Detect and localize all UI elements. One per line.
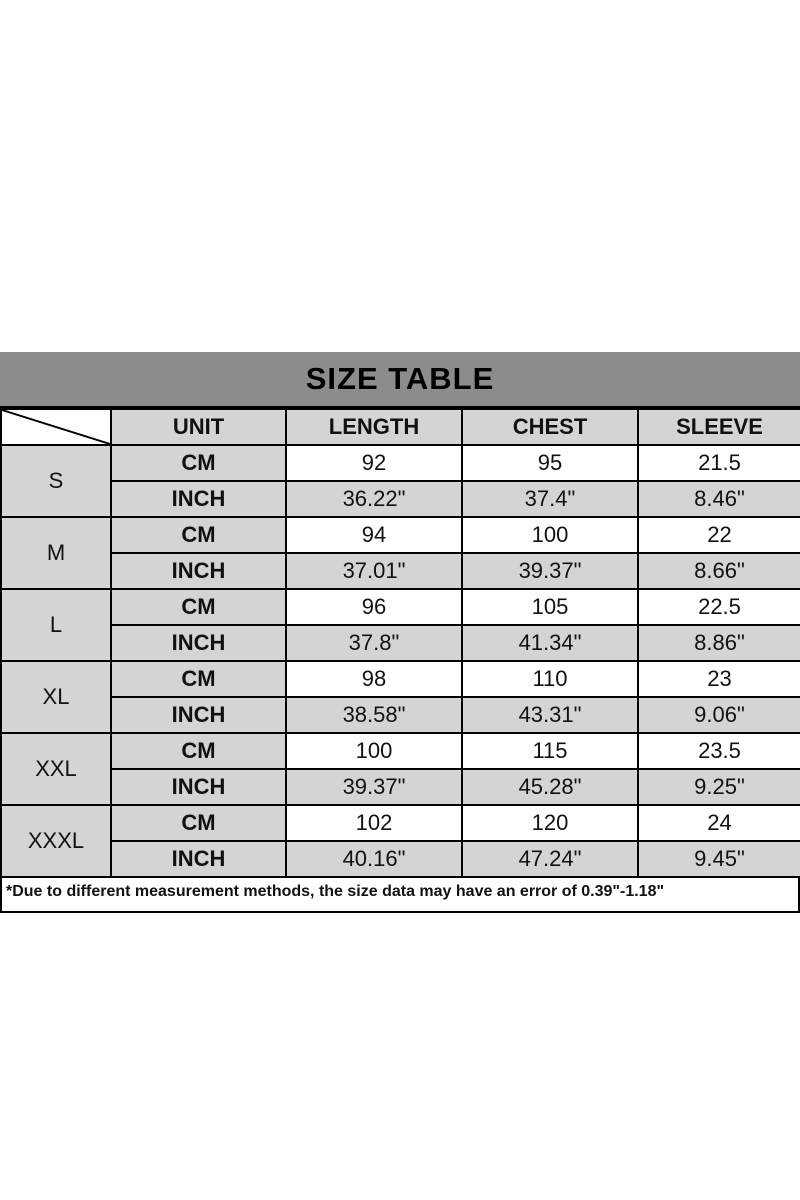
column-header-length: LENGTH	[286, 409, 462, 445]
value-sleeve: 8.46"	[638, 481, 800, 517]
unit-cm: CM	[111, 517, 286, 553]
value-length: 36.22"	[286, 481, 462, 517]
value-length: 98	[286, 661, 462, 697]
value-length: 92	[286, 445, 462, 481]
table-row	[1, 589, 800, 625]
unit-inch: INCH	[111, 553, 286, 589]
size-label-xl: XL	[1, 661, 111, 733]
size-label-l: L	[1, 589, 111, 661]
value-sleeve: 8.86"	[638, 625, 800, 661]
column-header-chest: CHEST	[462, 409, 638, 445]
value-chest: 110	[462, 661, 638, 697]
table-row	[1, 481, 800, 517]
measurement-note: *Due to different measurement methods, the size data may have an error of 0.39"-1.18"	[0, 878, 800, 913]
table-row	[1, 733, 800, 769]
table-row	[1, 697, 800, 733]
value-sleeve: 9.06"	[638, 697, 800, 733]
value-sleeve: 22.5	[638, 589, 800, 625]
unit-inch: INCH	[111, 625, 286, 661]
size-label-m: M	[1, 517, 111, 589]
unit-inch: INCH	[111, 769, 286, 805]
value-sleeve: 24	[638, 805, 800, 841]
corner-diagonal-cell	[1, 409, 111, 445]
value-chest: 47.24"	[462, 841, 638, 877]
value-sleeve: 9.25"	[638, 769, 800, 805]
size-table	[0, 408, 800, 878]
value-chest: 45.28"	[462, 769, 638, 805]
value-sleeve: 9.45"	[638, 841, 800, 877]
size-label-xxl: XXL	[1, 733, 111, 805]
size-label-xxxl: XXXL	[1, 805, 111, 877]
value-length: 100	[286, 733, 462, 769]
unit-inch: INCH	[111, 841, 286, 877]
value-chest: 39.37"	[462, 553, 638, 589]
value-chest: 120	[462, 805, 638, 841]
value-sleeve: 8.66"	[638, 553, 800, 589]
unit-cm: CM	[111, 805, 286, 841]
value-length: 102	[286, 805, 462, 841]
table-row	[1, 517, 800, 553]
table-row	[1, 661, 800, 697]
unit-cm: CM	[111, 661, 286, 697]
size-table-title: SIZE TABLE	[0, 352, 800, 408]
unit-cm: CM	[111, 733, 286, 769]
unit-cm: CM	[111, 445, 286, 481]
table-row	[1, 553, 800, 589]
unit-cm: CM	[111, 589, 286, 625]
value-length: 40.16"	[286, 841, 462, 877]
diagonal-line-icon	[2, 410, 110, 444]
unit-inch: INCH	[111, 697, 286, 733]
value-length: 94	[286, 517, 462, 553]
size-chart	[0, 352, 800, 913]
table-row	[1, 769, 800, 805]
value-length: 37.8"	[286, 625, 462, 661]
value-length: 39.37"	[286, 769, 462, 805]
column-header-sleeve: SLEEVE	[638, 409, 800, 445]
size-label-s: S	[1, 445, 111, 517]
value-sleeve: 23	[638, 661, 800, 697]
value-sleeve: 22	[638, 517, 800, 553]
table-row	[1, 805, 800, 841]
value-chest: 43.31"	[462, 697, 638, 733]
value-length: 38.58"	[286, 697, 462, 733]
unit-inch: INCH	[111, 481, 286, 517]
value-chest: 41.34"	[462, 625, 638, 661]
table-row	[1, 445, 800, 481]
table-row	[1, 841, 800, 877]
column-header-unit: UNIT	[111, 409, 286, 445]
value-chest: 115	[462, 733, 638, 769]
value-chest: 105	[462, 589, 638, 625]
value-chest: 100	[462, 517, 638, 553]
value-sleeve: 23.5	[638, 733, 800, 769]
table-header-row	[1, 409, 800, 445]
value-chest: 95	[462, 445, 638, 481]
value-length: 96	[286, 589, 462, 625]
value-chest: 37.4"	[462, 481, 638, 517]
table-row	[1, 625, 800, 661]
value-sleeve: 21.5	[638, 445, 800, 481]
value-length: 37.01"	[286, 553, 462, 589]
